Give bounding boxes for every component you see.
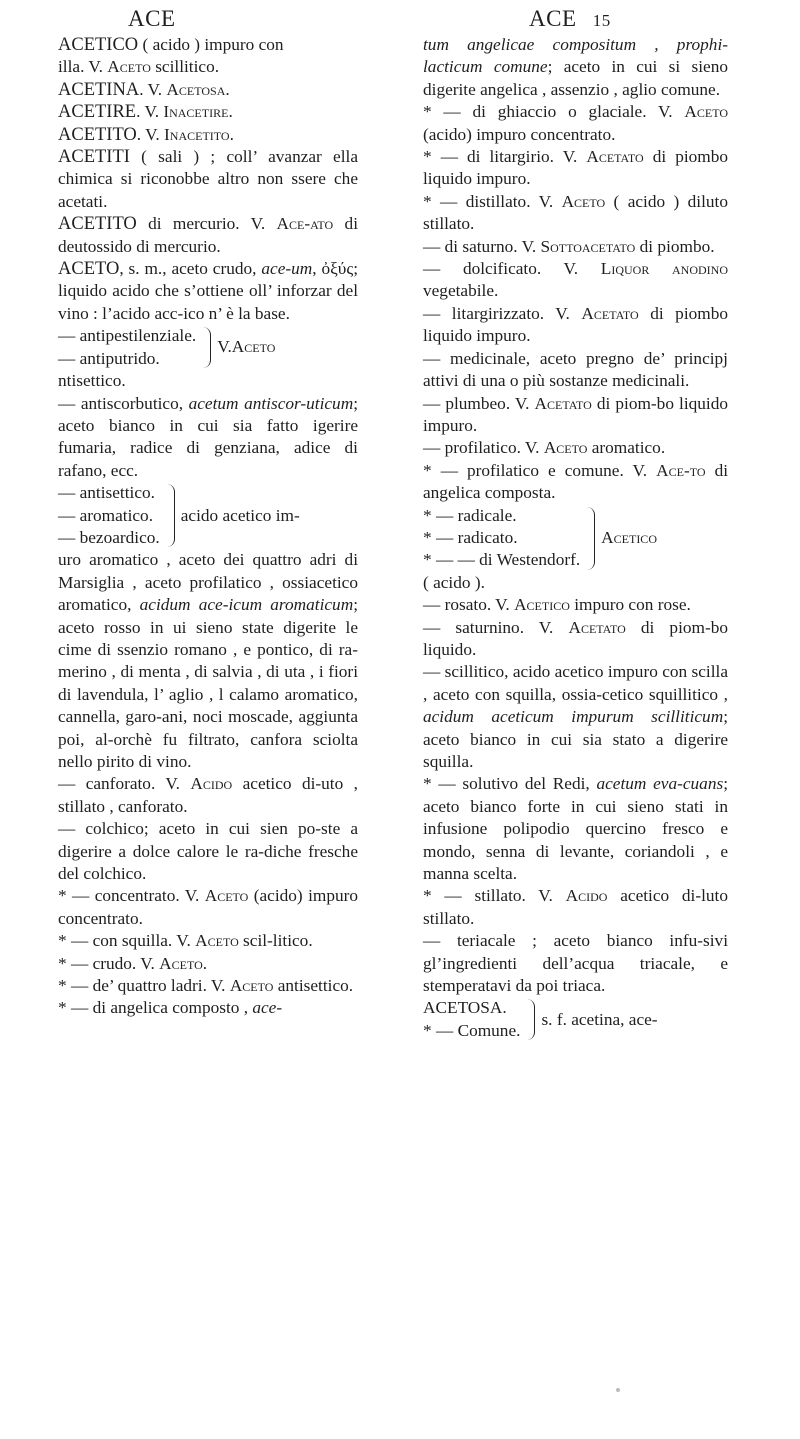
cross-reference: Acetato (586, 147, 644, 167)
dictionary-entry (423, 191, 728, 236)
curly-brace (584, 507, 595, 570)
entry-text: di mercurio. V. (136, 214, 277, 234)
latin-term: ace-um (261, 259, 313, 279)
dictionary-entry (423, 258, 728, 303)
dictionary-entry (423, 236, 728, 258)
dictionary-entry (58, 393, 358, 483)
cross-reference: Acetosa (166, 79, 226, 99)
entry-text: , ὀξύς; liquido acido che s’ottiene oll’ inforzar del vino : l’acido acc-ico n’ è la base. (58, 259, 359, 323)
entry-headword: ACETINA (58, 79, 140, 100)
entry-text: — canforato. V. (58, 774, 191, 794)
entry-text: * — profilatico e comune. V. (423, 460, 657, 480)
entry-text: * — concentrato. V. (58, 886, 205, 906)
dictionary-entry (423, 885, 728, 930)
entry-text: . (228, 102, 233, 122)
cross-reference: Acetato (581, 303, 639, 323)
curly-brace (200, 327, 211, 368)
entry-text: — plumbeo. V. (423, 393, 535, 413)
dictionary-entry (423, 437, 728, 459)
brace-lines (423, 997, 520, 1042)
entry-text: . V. (136, 124, 165, 144)
curly-brace (164, 484, 175, 547)
cross-reference: Inacetire (163, 102, 229, 122)
brace-line: * — — di Westendorf. (423, 550, 581, 570)
entry-text: . V. (136, 102, 164, 122)
cross-reference: Acido (565, 886, 608, 906)
dictionary-entry (58, 930, 358, 952)
brace-line: — bezoardico. (58, 527, 160, 547)
entry-headword: ACETITO (58, 214, 137, 235)
entry-text: (acido) impuro concentrato. (423, 124, 616, 144)
entry-text: di piombo liquido impuro. (423, 147, 728, 189)
dictionary-entry (58, 258, 358, 325)
running-head-right (529, 6, 611, 32)
brace-group (423, 505, 728, 572)
dictionary-entry (58, 885, 358, 930)
latin-term: acetum eva-cuans (596, 774, 724, 794)
entry-text: illa. V. (58, 57, 108, 77)
cross-reference: Inacetito (164, 124, 230, 144)
entry-text: ; aceto bianco in cui sia fatto igerire fumaria, radice di genziana, adice di rafano, ecc. (58, 393, 358, 480)
latin-term: acetum antiscor-uticum (188, 393, 354, 413)
cross-reference: Aceto (229, 976, 274, 996)
entry-text: — profilatico. V. (423, 438, 544, 458)
entry-text: * — di litargirio. V. (423, 147, 587, 167)
entry-text: (acido) impuro concentrato. (58, 886, 358, 928)
dictionary-entry (58, 213, 358, 258)
cross-reference: Acido (190, 774, 233, 794)
brace-line: * — radicato. (423, 527, 518, 547)
dictionary-entry (58, 549, 358, 773)
dictionary-entry (58, 370, 358, 392)
entry-text: ; aceto bianco in cui sia stato a digerire squilla. (423, 707, 728, 771)
dictionary-entry (58, 773, 358, 818)
entry-text: s. f. acetina, ace- (541, 1009, 658, 1029)
entry-text: . V. (139, 79, 167, 99)
entry-headword: ACETICO (58, 35, 139, 55)
curly-brace (524, 999, 535, 1040)
brace-line: * — radicale. (423, 505, 517, 525)
entry-text: — saturnino. V. (423, 617, 569, 637)
dictionary-entry (58, 146, 358, 213)
entry-text: ( acido ) impuro con (138, 35, 284, 54)
brace-target (541, 997, 657, 1042)
brace-line: — antisettico. (58, 483, 155, 503)
entry-text: acetico di-uto , stillato , canforato. (58, 774, 358, 816)
dictionary-entry (58, 101, 358, 123)
dictionary-entry (423, 617, 728, 662)
entry-text: — medicinale, aceto pregno de’ principj attivi di una o più sostanze medicinali. (423, 348, 728, 391)
entry-text: acetico di-luto stillato. (423, 886, 728, 928)
cross-reference: Aceto (204, 886, 249, 906)
right-column (423, 34, 728, 1042)
cross-reference: Liquor anodino (600, 259, 728, 279)
entry-headword: ACETIRE (58, 102, 137, 123)
entry-text: . (202, 953, 208, 973)
dictionary-entry (58, 34, 358, 56)
dictionary-entry (58, 975, 358, 997)
dictionary-entry (423, 393, 728, 438)
dictionary-entry (423, 348, 728, 393)
entry-text: , s. m., aceto crudo, (119, 259, 262, 279)
entry-text: vegetabile. (423, 281, 499, 301)
entry-text: impuro con rose. (569, 595, 691, 615)
brace-lines (58, 482, 160, 549)
cross-reference: Aceto (543, 438, 588, 458)
entry-text: di deutossido di mercurio. (58, 214, 358, 256)
cross-reference: Aceto (159, 953, 203, 973)
brace-line: — antipestilenziale. (58, 326, 197, 346)
entry-text: * — di ghiaccio o glaciale. V. (423, 102, 685, 122)
latin-term: acidum aceticum impurum scilliticum (423, 707, 724, 727)
cross-reference: Acetico (601, 527, 657, 547)
brace-group (423, 997, 728, 1042)
dictionary-entry (423, 930, 728, 997)
entry-text: — rosato. V. (423, 595, 515, 615)
cross-reference: Acetato (534, 393, 592, 413)
entry-text: aromatico. (587, 438, 666, 458)
entry-text: uro aromatico , aceto dei quattro adri di Marsiglia , aceto profilatico , ossiacetico aromatico, (58, 550, 358, 615)
entry-text: ; aceto in cui si sieno digerite angelica , assenzio , aglio comune. (423, 57, 728, 99)
entry-text: ; aceto bianco forte in cui sieno stati in infusione polipodio quercino fresco e mondo, senna di levante, coriandoli , e manna scelta. (423, 774, 728, 884)
dictionary-entry (423, 460, 728, 505)
entry-text: — dolcificato. V. (423, 259, 601, 279)
entry-text: di piombo liquido impuro. (423, 303, 728, 346)
page-number: 15 (592, 11, 611, 30)
entry-text: * — stillato. V. (423, 886, 566, 906)
dictionary-entry (423, 303, 728, 348)
dictionary-entry (423, 594, 728, 616)
page-speck (616, 1388, 620, 1392)
brace-lines (58, 325, 196, 370)
running-head-right-word: ACE (529, 6, 577, 31)
brace-line: — aromatico. (58, 505, 154, 525)
cross-reference: Aceto (684, 102, 728, 122)
entry-text: di piom-bo liquido. (423, 617, 728, 659)
brace-target (601, 505, 657, 572)
entry-headword: ACETO (58, 259, 120, 280)
entry-text: antisettico. (273, 976, 354, 996)
entry-headword: ACETITI (58, 147, 130, 168)
entry-text: ( acido ) diluto stillato. (423, 191, 728, 234)
entry-text: — scillitico, acido acetico impuro con scilla , aceto con squilla, ossia-cetico squillitico , (423, 662, 728, 704)
entry-text: * — de’ quattro ladri. V. (58, 976, 230, 996)
dictionary-entry (423, 572, 728, 594)
entry-text: — teriacale ; aceto bianco infu-sivi gl’ingredienti dell’acqua triacale, e stemperatavi da poi triaca. (423, 931, 728, 996)
entry-text: . (225, 79, 230, 99)
cross-reference: Sottoacetato (540, 236, 636, 256)
entry-text: * — solutivo del Redi, (423, 774, 597, 794)
dictionary-entry (58, 997, 358, 1019)
dictionary-entry (423, 34, 728, 101)
dictionary-entry (423, 773, 728, 885)
dictionary-entry (58, 124, 358, 146)
left-column (58, 34, 358, 1020)
entry-text: * — distillato. V. (423, 191, 562, 211)
brace-target (181, 482, 300, 549)
entry-headword: ACETITO (58, 124, 137, 145)
dictionary-entry (58, 818, 358, 885)
entry-text: . (229, 124, 234, 144)
entry-text: di angelica composta. (423, 460, 729, 503)
cross-reference: Ace-to (656, 460, 706, 480)
cross-reference: Aceto (195, 931, 239, 951)
entry-text: — di saturno. V. (423, 236, 541, 256)
entry-text: ( sali ) ; coll’ avanzar ella chimica si riconobbe altro non ssere che acetati. (58, 147, 358, 211)
brace-line: ACETOSA. (423, 998, 507, 1018)
dictionary-entry (423, 146, 728, 191)
running-head-left: ACE (128, 6, 176, 31)
latin-term: acidum ace-icum aromaticum (139, 595, 354, 615)
latin-term: ace- (252, 998, 283, 1018)
entry-text: — litargirizzato. V. (423, 303, 582, 323)
latin-term: tum angelicae compositum , prophi-lacticum comune (423, 35, 728, 77)
entry-text: V. (217, 337, 232, 357)
entry-text: scil-litico. (238, 931, 313, 951)
dictionary-entry (58, 56, 358, 78)
dictionary-entry (423, 661, 728, 773)
entry-text: * — crudo. V. (58, 953, 160, 973)
brace-target (217, 325, 275, 370)
cross-reference: Ace-ato (276, 214, 334, 234)
entry-text: ntisettico. (58, 371, 126, 391)
entry-text: di piom-bo liquido impuro. (423, 393, 728, 435)
entry-text: — antiscorbutico, (58, 393, 189, 413)
cross-reference: Acetico (514, 595, 570, 615)
brace-group (58, 482, 358, 549)
cross-reference: Acetato (568, 617, 626, 637)
entry-text: — colchico; aceto in cui sien po-ste a digerire a dolce calore le ra-diche fresche del colchico. (58, 819, 358, 884)
entry-text: acido acetico im- (180, 505, 300, 525)
entry-text: scillitico. (150, 57, 220, 77)
entry-text: ; aceto rosso in ui sieno state digerite le cime di ssenzio romano , e pontico, di ra-merino , di menta , di salvia , di uta , i fiori di lavendula, l’ aglio , l calamo aromatico, cannella, garo-ani, noci moscade, aggiunta poi, al-orchè fu filtrato, canfora sciolta nello pirito di vino. (58, 595, 358, 771)
dictionary-entry (423, 101, 728, 146)
brace-lines (423, 505, 580, 572)
dictionary-entry (58, 79, 358, 101)
entry-text: di piombo. (635, 236, 715, 256)
cross-reference: Aceto (107, 57, 151, 77)
entry-text: * — con squilla. V. (58, 931, 196, 951)
brace-group (58, 325, 358, 370)
dictionary-entry (58, 953, 358, 975)
cross-reference: Aceto (231, 337, 276, 357)
cross-reference: Aceto (561, 191, 606, 211)
brace-line: * — Comune. (423, 1020, 521, 1040)
entry-text: ( acido ). (423, 572, 485, 592)
brace-line: — antiputrido. (58, 348, 160, 368)
entry-text: * — di angelica composto , (58, 998, 253, 1018)
